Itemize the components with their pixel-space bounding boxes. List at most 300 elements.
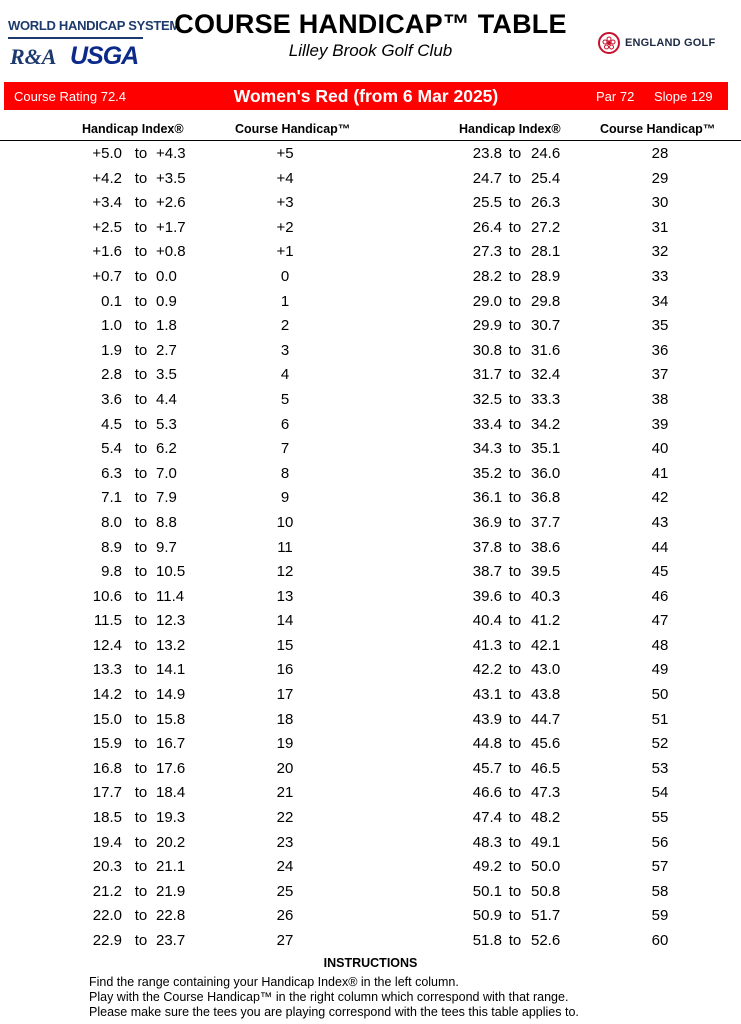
course-handicap: 16 bbox=[276, 661, 294, 679]
table-row bbox=[0, 535, 741, 560]
to: to bbox=[508, 341, 522, 359]
hi-low: +1.6 bbox=[92, 243, 122, 261]
hi-low: 47.4 bbox=[472, 809, 502, 827]
table-row bbox=[0, 313, 741, 338]
course-handicap: 41 bbox=[651, 464, 669, 482]
to: to bbox=[508, 194, 522, 212]
table-row bbox=[0, 756, 741, 781]
course-handicap: 19 bbox=[276, 735, 294, 753]
hi-high: 37.7 bbox=[531, 513, 561, 531]
hi-high: 44.7 bbox=[531, 710, 561, 728]
hi-high: 1.8 bbox=[156, 317, 177, 335]
to: to bbox=[508, 661, 522, 679]
to: to bbox=[508, 710, 522, 728]
hi-high: 33.3 bbox=[531, 390, 561, 408]
course-handicap: 54 bbox=[651, 784, 669, 802]
course-handicap: 37 bbox=[651, 366, 669, 384]
hi-high: +0.8 bbox=[156, 243, 186, 261]
hi-low: 44.8 bbox=[472, 735, 502, 753]
hi-low: 22.9 bbox=[92, 932, 122, 949]
table-row bbox=[0, 510, 741, 535]
to: to bbox=[134, 833, 148, 851]
course-handicap: 25 bbox=[276, 882, 294, 900]
table-row bbox=[0, 682, 741, 707]
hi-low: +5.0 bbox=[92, 145, 122, 162]
hi-high: 28.1 bbox=[531, 243, 561, 261]
instruction-line: Please make sure the tees you are playing correspond with the tees this table applies to. bbox=[89, 1005, 579, 1019]
page-title: COURSE HANDICAP™ TABLE bbox=[174, 9, 567, 39]
to: to bbox=[508, 513, 522, 531]
course-handicap: 32 bbox=[651, 243, 669, 261]
hi-low: 45.7 bbox=[472, 759, 502, 777]
hi-high: 12.3 bbox=[156, 612, 186, 630]
table-row bbox=[0, 362, 741, 387]
to: to bbox=[508, 759, 522, 777]
to: to bbox=[508, 784, 522, 802]
hi-high: 41.2 bbox=[531, 612, 561, 630]
course-handicap: 35 bbox=[651, 317, 669, 335]
table-row bbox=[0, 879, 741, 904]
course-handicap: 31 bbox=[651, 218, 669, 236]
to: to bbox=[134, 907, 148, 925]
course-handicap: +4 bbox=[276, 169, 294, 187]
hi-low: 39.6 bbox=[472, 587, 502, 605]
course-handicap: 29 bbox=[651, 169, 669, 187]
hi-high: 43.8 bbox=[531, 686, 561, 704]
hi-low: 20.3 bbox=[92, 858, 122, 876]
table-row bbox=[0, 903, 741, 928]
hi-low: 5.4 bbox=[101, 440, 122, 458]
hi-low: 33.4 bbox=[472, 415, 502, 433]
hi-high: 14.9 bbox=[156, 686, 186, 704]
course-handicap: 42 bbox=[651, 489, 669, 507]
course-handicap: 28 bbox=[651, 145, 669, 162]
hi-high: 26.3 bbox=[531, 194, 561, 212]
header-handicap-index-right: Handicap Index® bbox=[459, 122, 561, 136]
to: to bbox=[134, 194, 148, 212]
hi-high: 9.7 bbox=[156, 538, 177, 556]
hi-high: +2.6 bbox=[156, 194, 186, 212]
hi-high: 21.1 bbox=[156, 858, 186, 876]
header-handicap-index-left: Handicap Index® bbox=[82, 122, 184, 136]
table-row bbox=[0, 780, 741, 805]
hi-high: 25.4 bbox=[531, 169, 561, 187]
instruction-line: Find the range containing your Handicap Index® in the left column. bbox=[89, 975, 459, 989]
table-row bbox=[0, 338, 741, 363]
course-handicap: 53 bbox=[651, 759, 669, 777]
hi-low: 46.6 bbox=[472, 784, 502, 802]
england-golf-text: ENGLAND GOLF bbox=[625, 37, 716, 49]
hi-low: 17.7 bbox=[92, 784, 122, 802]
hi-high: 8.8 bbox=[156, 513, 177, 531]
to: to bbox=[508, 489, 522, 507]
instruction-line: Play with the Course Handicap™ in the right column which correspond with that range. bbox=[89, 990, 569, 1004]
to: to bbox=[508, 636, 522, 654]
hi-low: 22.0 bbox=[92, 907, 122, 925]
hi-low: 51.8 bbox=[472, 932, 502, 949]
hi-low: 14.2 bbox=[92, 686, 122, 704]
course-handicap: 0 bbox=[280, 267, 290, 285]
course-handicap: 47 bbox=[651, 612, 669, 630]
hi-low: 9.8 bbox=[101, 563, 122, 581]
to: to bbox=[134, 390, 148, 408]
to: to bbox=[508, 612, 522, 630]
table-row bbox=[0, 928, 741, 953]
tee-bar bbox=[4, 82, 728, 110]
table-row bbox=[0, 731, 741, 756]
hi-high: 14.1 bbox=[156, 661, 186, 679]
hi-low: 15.9 bbox=[92, 735, 122, 753]
course-handicap: 2 bbox=[280, 317, 290, 335]
course-handicap: +5 bbox=[276, 145, 294, 162]
to: to bbox=[134, 932, 148, 949]
course-handicap: 33 bbox=[651, 267, 669, 285]
table-row bbox=[0, 387, 741, 412]
course-handicap: 3 bbox=[280, 341, 290, 359]
table-row bbox=[0, 854, 741, 879]
hi-high: 43.0 bbox=[531, 661, 561, 679]
to: to bbox=[134, 759, 148, 777]
course-handicap: 57 bbox=[651, 858, 669, 876]
table-row bbox=[0, 830, 741, 855]
course-handicap: 58 bbox=[651, 882, 669, 900]
hi-low: 26.4 bbox=[472, 218, 502, 236]
hi-high: 7.9 bbox=[156, 489, 177, 507]
to: to bbox=[508, 833, 522, 851]
to: to bbox=[134, 145, 148, 162]
course-handicap: 39 bbox=[651, 415, 669, 433]
hi-high: 0.9 bbox=[156, 292, 177, 310]
course-handicap: 51 bbox=[651, 710, 669, 728]
table-row bbox=[0, 141, 741, 166]
hi-low: 8.0 bbox=[101, 513, 122, 531]
to: to bbox=[134, 218, 148, 236]
course-handicap: 27 bbox=[276, 932, 294, 949]
to: to bbox=[508, 587, 522, 605]
instructions-title: INSTRUCTIONS bbox=[323, 956, 418, 970]
course-handicap: 17 bbox=[276, 686, 294, 704]
table-row bbox=[0, 657, 741, 682]
course-handicap: 30 bbox=[651, 194, 669, 212]
hi-high: +1.7 bbox=[156, 218, 186, 236]
to: to bbox=[508, 415, 522, 433]
to: to bbox=[134, 243, 148, 261]
hi-high: 49.1 bbox=[531, 833, 561, 851]
course-handicap: 9 bbox=[280, 489, 290, 507]
to: to bbox=[134, 292, 148, 310]
to: to bbox=[134, 317, 148, 335]
to: to bbox=[134, 710, 148, 728]
to: to bbox=[508, 538, 522, 556]
hi-high: 31.6 bbox=[531, 341, 561, 359]
hi-high: 21.9 bbox=[156, 882, 186, 900]
hi-high: 20.2 bbox=[156, 833, 186, 851]
course-handicap: 14 bbox=[276, 612, 294, 630]
club-name: Lilley Brook Golf Club bbox=[288, 41, 453, 60]
hi-low: 23.8 bbox=[472, 145, 502, 162]
to: to bbox=[134, 563, 148, 581]
header-course-handicap-right: Course Handicap™ bbox=[600, 122, 716, 136]
tee-name: Women's Red (from 6 Mar 2025) bbox=[233, 86, 499, 106]
course-handicap: 22 bbox=[276, 809, 294, 827]
to: to bbox=[508, 292, 522, 310]
course-handicap: 15 bbox=[276, 636, 294, 654]
hi-low: 28.2 bbox=[472, 267, 502, 285]
course-rating: Course Rating 72.4 bbox=[14, 89, 127, 104]
to: to bbox=[508, 218, 522, 236]
hi-low: 7.1 bbox=[101, 489, 122, 507]
to: to bbox=[134, 809, 148, 827]
whs-logo: WORLD HANDICAP SYSTEM bbox=[8, 18, 180, 33]
hi-high: 36.0 bbox=[531, 464, 561, 482]
to: to bbox=[134, 366, 148, 384]
hi-low: +3.4 bbox=[92, 194, 122, 212]
hi-low: 40.4 bbox=[472, 612, 502, 630]
table-row bbox=[0, 805, 741, 830]
hi-high: 29.8 bbox=[531, 292, 561, 310]
course-handicap: 10 bbox=[276, 513, 294, 531]
hi-low: 0.1 bbox=[101, 292, 122, 310]
to: to bbox=[134, 735, 148, 753]
course-handicap: 56 bbox=[651, 833, 669, 851]
hi-low: 24.7 bbox=[472, 169, 502, 187]
table-row bbox=[0, 584, 741, 609]
to: to bbox=[508, 317, 522, 335]
hi-low: +0.7 bbox=[92, 267, 122, 285]
course-handicap: 26 bbox=[276, 907, 294, 925]
to: to bbox=[508, 563, 522, 581]
course-handicap: 43 bbox=[651, 513, 669, 531]
hi-high: 24.6 bbox=[531, 145, 561, 162]
course-handicap: +3 bbox=[276, 194, 294, 212]
to: to bbox=[134, 882, 148, 900]
to: to bbox=[134, 538, 148, 556]
table-row bbox=[0, 412, 741, 437]
hi-high: 50.0 bbox=[531, 858, 561, 876]
hi-high: 45.6 bbox=[531, 735, 561, 753]
hi-low: 21.2 bbox=[92, 882, 122, 900]
course-handicap: 49 bbox=[651, 661, 669, 679]
to: to bbox=[508, 390, 522, 408]
hi-low: 49.2 bbox=[472, 858, 502, 876]
header-course-handicap-left: Course Handicap™ bbox=[235, 122, 351, 136]
table-row bbox=[0, 461, 741, 486]
course-handicap: 34 bbox=[651, 292, 669, 310]
hi-low: 2.8 bbox=[101, 366, 122, 384]
hi-low: 38.7 bbox=[472, 563, 502, 581]
hi-low: 18.5 bbox=[92, 809, 122, 827]
hi-high: 15.8 bbox=[156, 710, 186, 728]
hi-low: 31.7 bbox=[472, 366, 502, 384]
course-handicap: 6 bbox=[280, 415, 290, 433]
to: to bbox=[508, 169, 522, 187]
hi-high: 50.8 bbox=[531, 882, 561, 900]
rose-icon bbox=[598, 32, 620, 54]
hi-high: 32.4 bbox=[531, 366, 561, 384]
hi-low: 42.2 bbox=[472, 661, 502, 679]
to: to bbox=[134, 169, 148, 187]
hi-high: 51.7 bbox=[531, 907, 561, 925]
par-value: Par 72 bbox=[596, 89, 635, 104]
hi-low: 13.3 bbox=[92, 661, 122, 679]
hi-high: 22.8 bbox=[156, 907, 186, 925]
usga-logo: USGA bbox=[70, 42, 139, 70]
table-row bbox=[0, 166, 741, 191]
hi-high: +4.3 bbox=[156, 145, 186, 162]
to: to bbox=[134, 489, 148, 507]
to: to bbox=[134, 612, 148, 630]
hi-low: 48.3 bbox=[472, 833, 502, 851]
hi-low: +4.2 bbox=[92, 169, 122, 187]
hi-high: 7.0 bbox=[156, 464, 177, 482]
table-row bbox=[0, 264, 741, 289]
table-row bbox=[0, 633, 741, 658]
to: to bbox=[134, 464, 148, 482]
to: to bbox=[508, 882, 522, 900]
to: to bbox=[508, 440, 522, 458]
hi-high: 48.2 bbox=[531, 809, 561, 827]
to: to bbox=[508, 366, 522, 384]
course-handicap: 44 bbox=[651, 538, 669, 556]
hi-high: 3.5 bbox=[156, 366, 177, 384]
course-handicap: +2 bbox=[276, 218, 294, 236]
hi-high: 39.5 bbox=[531, 563, 561, 581]
to: to bbox=[134, 784, 148, 802]
slope-value: Slope 129 bbox=[654, 89, 713, 104]
to: to bbox=[508, 464, 522, 482]
course-handicap: 1 bbox=[280, 292, 290, 310]
to: to bbox=[134, 513, 148, 531]
course-handicap: 8 bbox=[280, 464, 290, 482]
hi-low: 43.9 bbox=[472, 710, 502, 728]
hi-low: 35.2 bbox=[472, 464, 502, 482]
hi-high: 13.2 bbox=[156, 636, 186, 654]
table-row bbox=[0, 485, 741, 510]
course-handicap: 38 bbox=[651, 390, 669, 408]
hi-high: 23.7 bbox=[156, 932, 186, 949]
course-handicap: 4 bbox=[280, 366, 290, 384]
course-handicap: 23 bbox=[276, 833, 294, 851]
hi-high: 52.6 bbox=[531, 932, 561, 949]
hi-high: 47.3 bbox=[531, 784, 561, 802]
hi-high: 6.2 bbox=[156, 440, 177, 458]
hi-low: 32.5 bbox=[472, 390, 502, 408]
hi-high: 10.5 bbox=[156, 563, 186, 581]
hi-low: 3.6 bbox=[101, 390, 122, 408]
course-handicap: 52 bbox=[651, 735, 669, 753]
course-handicap: 20 bbox=[276, 759, 294, 777]
course-handicap: 36 bbox=[651, 341, 669, 359]
to: to bbox=[134, 858, 148, 876]
to: to bbox=[508, 145, 522, 162]
course-handicap: +1 bbox=[276, 243, 294, 261]
course-handicap: 11 bbox=[277, 538, 293, 556]
hi-low: 6.3 bbox=[101, 464, 122, 482]
course-handicap: 50 bbox=[651, 686, 669, 704]
hi-high: 35.1 bbox=[531, 440, 561, 458]
to: to bbox=[508, 735, 522, 753]
to: to bbox=[134, 267, 148, 285]
hi-high: 42.1 bbox=[531, 636, 561, 654]
to: to bbox=[134, 415, 148, 433]
hi-high: 30.7 bbox=[531, 317, 561, 335]
course-handicap: 21 bbox=[276, 784, 294, 802]
course-handicap: 48 bbox=[651, 636, 669, 654]
hi-high: 4.4 bbox=[156, 390, 177, 408]
hi-low: 27.3 bbox=[472, 243, 502, 261]
hi-high: 5.3 bbox=[156, 415, 177, 433]
hi-low: 34.3 bbox=[472, 440, 502, 458]
hi-low: 10.6 bbox=[92, 587, 122, 605]
hi-low: 36.1 bbox=[472, 489, 502, 507]
hi-high: 11.4 bbox=[156, 587, 185, 605]
hi-low: 12.4 bbox=[92, 636, 122, 654]
hi-high: 40.3 bbox=[531, 587, 561, 605]
handicap-table bbox=[0, 141, 741, 953]
to: to bbox=[134, 661, 148, 679]
to: to bbox=[508, 267, 522, 285]
course-handicap: 13 bbox=[276, 587, 294, 605]
hi-high: 36.8 bbox=[531, 489, 561, 507]
hi-low: 1.0 bbox=[101, 317, 122, 335]
to: to bbox=[134, 440, 148, 458]
to: to bbox=[508, 907, 522, 925]
hi-high: 17.6 bbox=[156, 759, 186, 777]
course-handicap: 12 bbox=[276, 563, 294, 581]
hi-low: 41.3 bbox=[472, 636, 502, 654]
to: to bbox=[508, 686, 522, 704]
hi-low: 8.9 bbox=[101, 538, 122, 556]
to: to bbox=[134, 341, 148, 359]
hi-high: 16.7 bbox=[156, 735, 186, 753]
table-row bbox=[0, 215, 741, 240]
table-row bbox=[0, 190, 741, 215]
course-handicap: 59 bbox=[651, 907, 669, 925]
hi-low: 25.5 bbox=[472, 194, 502, 212]
hi-high: +3.5 bbox=[156, 169, 186, 187]
hi-low: 36.9 bbox=[472, 513, 502, 531]
course-handicap: 46 bbox=[651, 587, 669, 605]
to: to bbox=[134, 636, 148, 654]
course-handicap: 55 bbox=[651, 809, 669, 827]
course-handicap: 5 bbox=[280, 390, 290, 408]
hi-high: 34.2 bbox=[531, 415, 561, 433]
to: to bbox=[508, 809, 522, 827]
hi-low: 16.8 bbox=[92, 759, 122, 777]
hi-low: 29.9 bbox=[472, 317, 502, 335]
england-golf-logo bbox=[598, 32, 715, 54]
hi-low: +2.5 bbox=[92, 218, 122, 236]
to: to bbox=[134, 686, 148, 704]
hi-low: 43.1 bbox=[472, 686, 502, 704]
hi-high: 2.7 bbox=[156, 341, 177, 359]
hi-high: 19.3 bbox=[156, 809, 186, 827]
ra-logo: R&A bbox=[10, 44, 57, 69]
hi-low: 11.5 bbox=[93, 612, 122, 630]
table-row bbox=[0, 289, 741, 314]
to: to bbox=[508, 243, 522, 261]
to: to bbox=[508, 858, 522, 876]
hi-high: 28.9 bbox=[531, 267, 561, 285]
course-handicap: 45 bbox=[651, 563, 669, 581]
table-row bbox=[0, 707, 741, 732]
hi-low: 37.8 bbox=[472, 538, 502, 556]
hi-high: 27.2 bbox=[531, 218, 561, 236]
course-handicap: 24 bbox=[276, 858, 294, 876]
hi-low: 29.0 bbox=[472, 292, 502, 310]
hi-low: 1.9 bbox=[101, 341, 122, 359]
hi-low: 30.8 bbox=[472, 341, 502, 359]
